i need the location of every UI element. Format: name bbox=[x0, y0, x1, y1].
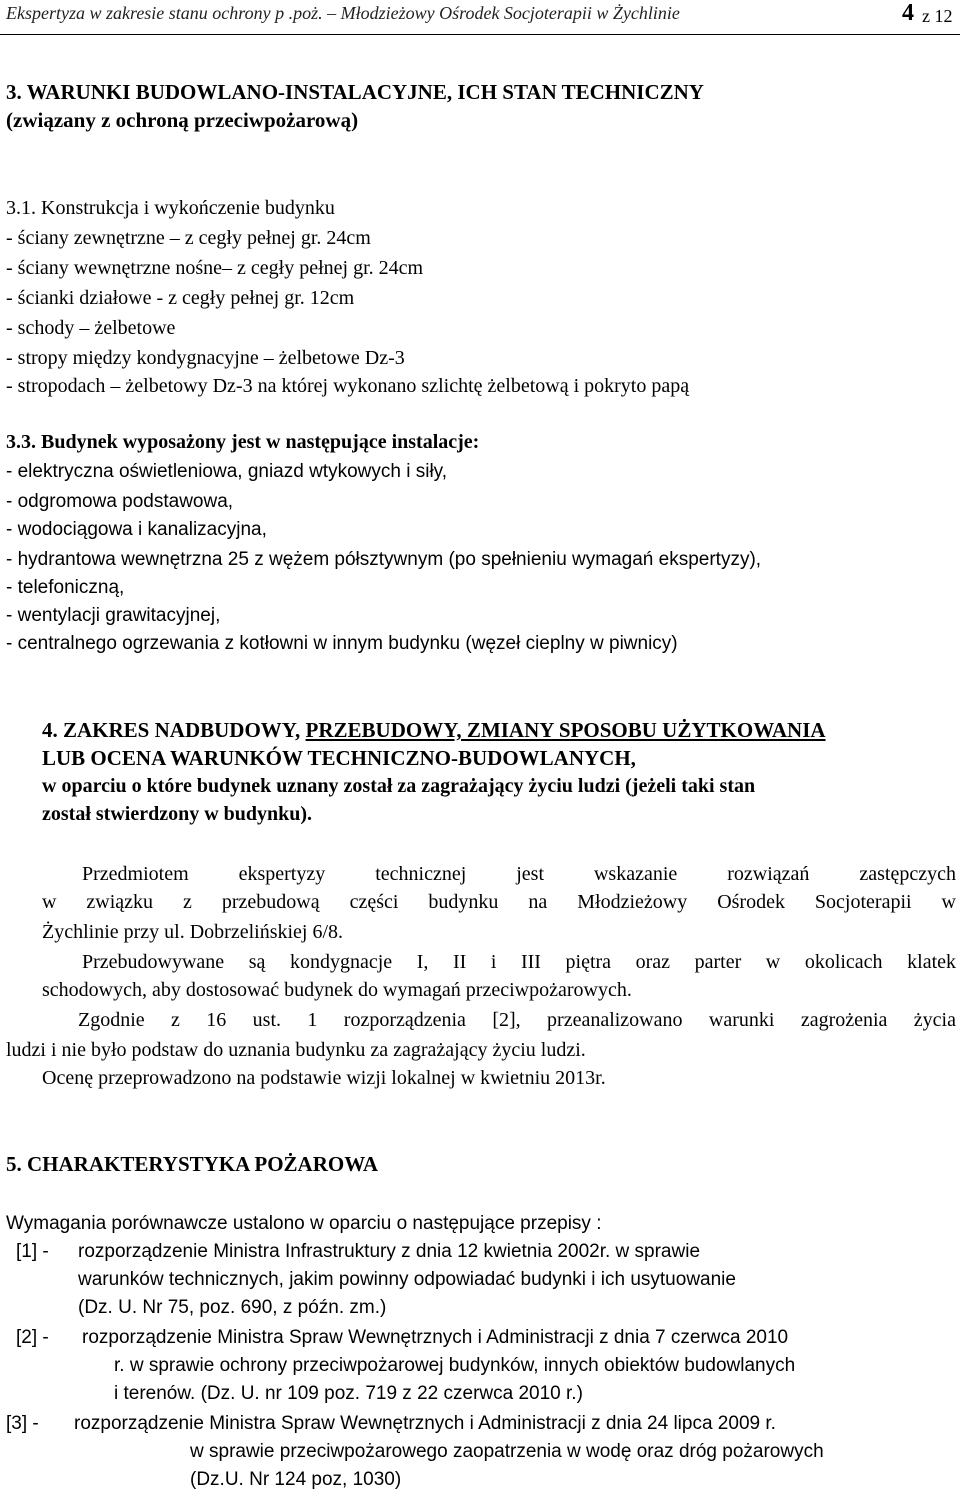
paragraph-line: Ocenę przeprowadzono na podstawie wizji lokalnej w kwietniu 2013r. bbox=[42, 1067, 606, 1089]
list-item: - stropy między kondygnacyjne – żelbetowe Dz-3 bbox=[6, 347, 405, 369]
list-item: - hydrantowa wewnętrzna 25 z wężem półsztywnym (po spełnieniu wymagań ekspertyzy), bbox=[6, 549, 762, 570]
list-item: - wodociągowa i kanalizacyjna, bbox=[6, 519, 267, 540]
section-3-3-heading: 3.3. Budynek wyposażony jest w następujące instalacje: bbox=[6, 431, 480, 453]
paragraph-line: ludzi i nie było podstaw do uznania budynku za zagrażający życiu ludzi. bbox=[6, 1039, 586, 1061]
list-item: - telefoniczną, bbox=[6, 577, 125, 598]
section-3-subheading: (związany z ochroną przeciwpożarową) bbox=[6, 108, 359, 132]
section-3-1-heading: 3.1. Konstrukcja i wykończenie budynku bbox=[6, 197, 335, 219]
header-title: Ekspertyza w zakresie stanu ochrony p .poż. – Młodzieżowy Ośrodek Socjoterapii w Żychlinie bbox=[6, 3, 680, 23]
section-3-heading: 3. WARUNKI BUDOWLANO-INSTALACYJNE, ICH STAN TECHNICZNY bbox=[6, 80, 704, 104]
reference-line: rozporządzenie Ministra Spraw Wewnętrznych i Administracji z dnia 7 czerwca 2010 bbox=[82, 1327, 789, 1348]
reference-line: rozporządzenie Ministra Spraw Wewnętrznych i Administracji z dnia 24 lipca 2009 r. bbox=[74, 1413, 776, 1434]
page-total: z 12 bbox=[922, 6, 953, 26]
page-header bbox=[0, 0, 960, 35]
section-5-heading: 5. CHARAKTERYSTYKA POŻAROWA bbox=[6, 1152, 379, 1176]
reference-label: [1] - bbox=[16, 1241, 49, 1262]
list-item: - stropodach – żelbetowy Dz-3 na której wykonano szlichtę żelbetową i pokryto papą bbox=[6, 375, 690, 397]
list-item: - ściany wewnętrzne nośne– z cegły pełnej gr. 24cm bbox=[6, 257, 424, 279]
reference-line: (Dz. U. Nr 75, poz. 690, z późn. zm.) bbox=[78, 1297, 387, 1318]
reference-label: [3] - bbox=[6, 1413, 39, 1434]
reference-label: [2] - bbox=[16, 1327, 49, 1348]
paragraph-line: schodowych, aby dostosować budynek do wymagań przeciwpożarowych. bbox=[42, 979, 632, 1001]
paragraph-line: Przedmiotem ekspertyzy technicznej jest wskazanie rozwiązań zastępczych bbox=[82, 863, 956, 885]
paragraph-line: Zgodnie z 16 ust. 1 rozporządzenia [2], przeanalizowano warunki zagrożenia życia bbox=[78, 1009, 956, 1031]
reference-line: (Dz.U. Nr 124 poz, 1030) bbox=[190, 1469, 402, 1490]
paragraph-line: Przebudowywane są kondygnacje I, II i III piętra oraz parter w okolicach klatek bbox=[82, 951, 956, 973]
paragraph-line: w związku z przebudową części budynku na Młodzieżowy Ośrodek Socjoterapii w bbox=[42, 891, 956, 913]
section-4-heading-line4: został stwierdzony w budynku). bbox=[42, 803, 313, 825]
section-4-heading-line3: w oparciu o które budynek uznany został za zagrażający życiu ludzi (jeżeli taki stan bbox=[42, 775, 756, 797]
reference-line: i terenów. (Dz. U. nr 109 poz. 719 z 22 czerwca 2010 r.) bbox=[114, 1383, 583, 1404]
reference-line: w sprawie przeciwpożarowego zaopatrzenia w wodę oraz dróg pożarowych bbox=[190, 1441, 824, 1462]
list-item: - elektryczna oświetleniowa, gniazd wtykowych i siły, bbox=[6, 461, 448, 482]
list-item: - wentylacji grawitacyjnej, bbox=[6, 605, 221, 626]
reference-line: rozporządzenie Ministra Infrastruktury z dnia 12 kwietnia 2002r. w sprawie bbox=[78, 1241, 701, 1262]
list-item: - odgromowa podstawowa, bbox=[6, 491, 234, 512]
section-4-heading-part1: 4. ZAKRES NADBUDOWY, bbox=[42, 718, 306, 742]
section-4-heading-line2: LUB OCENA WARUNKÓW TECHNICZNO-BUDOWLANYCH, bbox=[42, 746, 636, 770]
list-item: - ściany zewnętrzne – z cegły pełnej gr. 24cm bbox=[6, 227, 371, 249]
paragraph-line: Żychlinie przy ul. Dobrzelińskiej 6/8. bbox=[42, 921, 344, 943]
section-4-heading-underlined: PRZEBUDOWY, ZMIANY SPOSOBU UŻYTKOWANIA bbox=[305, 718, 826, 742]
section-4-heading bbox=[42, 716, 826, 744]
list-item: - centralnego ogrzewania z kotłowni w innym budynku (węzeł cieplny w piwnicy) bbox=[6, 633, 678, 654]
page-number: 4 bbox=[902, 0, 914, 26]
reference-line: r. w sprawie ochrony przeciwpożarowej budynków, innych obiektów budowlanych bbox=[114, 1355, 796, 1376]
section-5-intro: Wymagania porównawcze ustalono w oparciu o następujące przepisy : bbox=[6, 1213, 602, 1234]
reference-line: warunków technicznych, jakim powinny odpowiadać budynki i ich usytuowanie bbox=[78, 1269, 736, 1290]
list-item: - ścianki działowe - z cegły pełnej gr. 12cm bbox=[6, 287, 355, 309]
list-item: - schody – żelbetowe bbox=[6, 317, 176, 339]
